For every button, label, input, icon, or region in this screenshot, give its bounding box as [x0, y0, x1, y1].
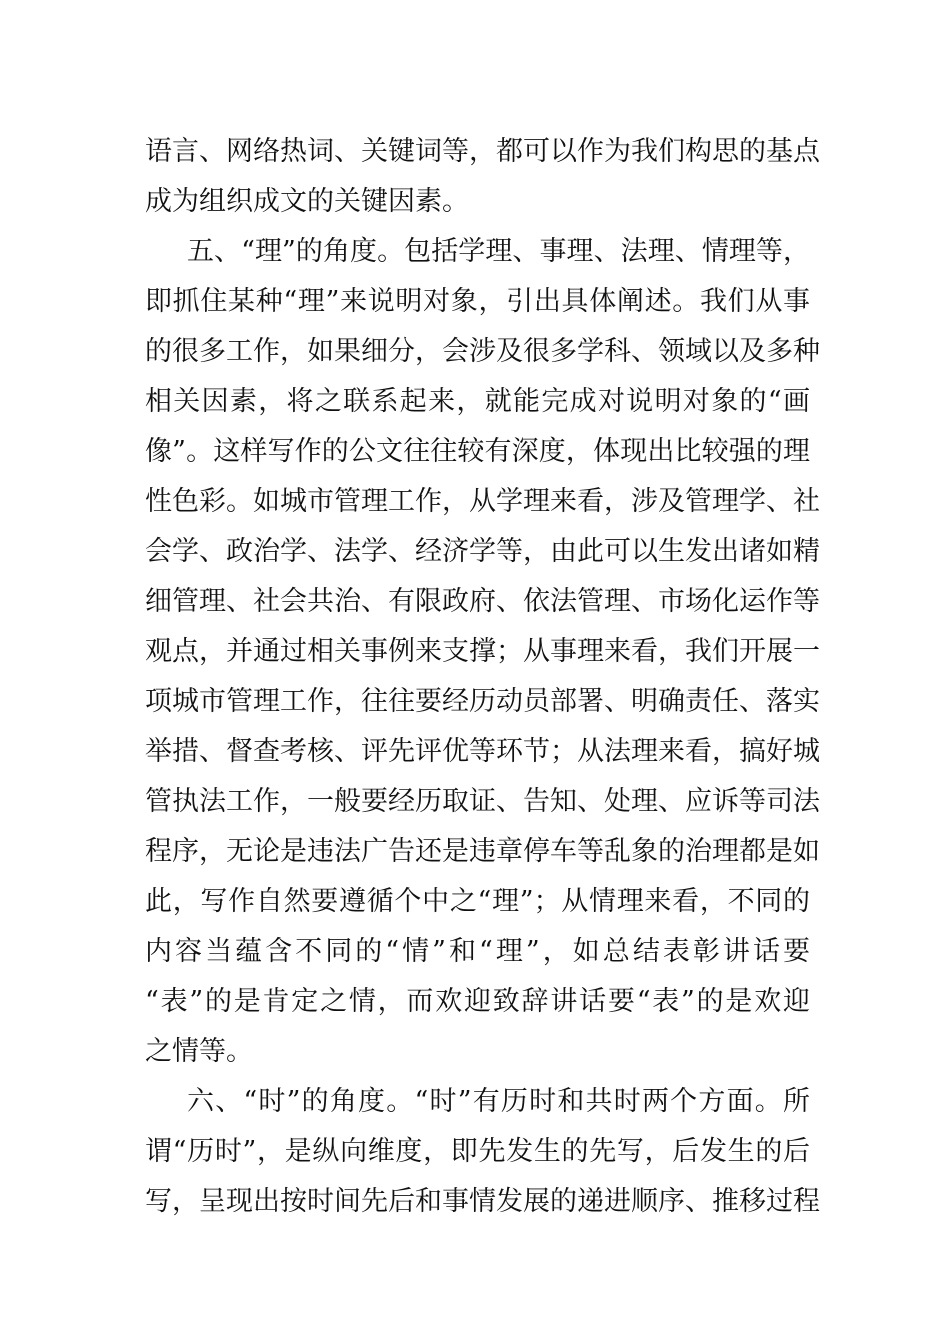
text-line: 相关因素，将之联系起来，就能完成对说明对象的“画 — [145, 386, 810, 417]
text-line: 谓“历时”，是纵向维度，即先发生的先写，后发生的后 — [145, 1136, 810, 1167]
body-text — [145, 127, 820, 1227]
text-line: 语言、网络热词、关键词等，都可以作为我们构思的基点 — [145, 136, 820, 167]
text-line: 写，呈现出按时间先后和事情发展的递进顺序、推移过程 — [145, 1186, 820, 1217]
text-line: 五、“理”的角度。包括学理、事理、法理、情理等， — [187, 236, 810, 267]
text-line: 此，写作自然要遵循个中之“理”；从情理来看，不同的 — [145, 886, 810, 917]
text-line: 内容当蕴含不同的“情”和“理”，如总结表彰讲话要 — [145, 936, 810, 967]
text-line: 像”。这样写作的公文往往较有深度，体现出比较强的理 — [145, 436, 810, 467]
text-line: 管执法工作，一般要经历取证、告知、处理、应诉等司法 — [145, 786, 820, 817]
text-line: 成为组织成文的关键因素。 — [145, 186, 469, 217]
text-line: 的很多工作，如果细分，会涉及很多学科、领域以及多种 — [145, 336, 820, 367]
text-line: 项城市管理工作，往往要经历动员部署、明确责任、落实 — [145, 686, 820, 717]
text-line: 观点，并通过相关事例来支撑；从事理来看，我们开展一 — [145, 636, 820, 667]
text-line: 六、“时”的角度。“时”有历时和共时两个方面。所 — [187, 1086, 810, 1117]
text-line: 之情等。 — [145, 1036, 253, 1067]
text-line: “表”的是肯定之情，而欢迎致辞讲话要“表”的是欢迎 — [145, 986, 810, 1017]
text-line: 举措、督查考核、评先评优等环节；从法理来看，搞好城 — [145, 736, 820, 767]
text-line: 细管理、社会共治、有限政府、依法管理、市场化运作等 — [145, 586, 820, 617]
text-line: 程序，无论是违法广告还是违章停车等乱象的治理都是如 — [145, 836, 820, 867]
text-line: 性色彩。如城市管理工作，从学理来看，涉及管理学、社 — [145, 486, 820, 517]
text-line: 会学、政治学、法学、经济学等，由此可以生发出诸如精 — [145, 536, 820, 567]
text-line: 即抓住某种“理”来说明对象，引出具体阐述。我们从事 — [145, 286, 810, 317]
